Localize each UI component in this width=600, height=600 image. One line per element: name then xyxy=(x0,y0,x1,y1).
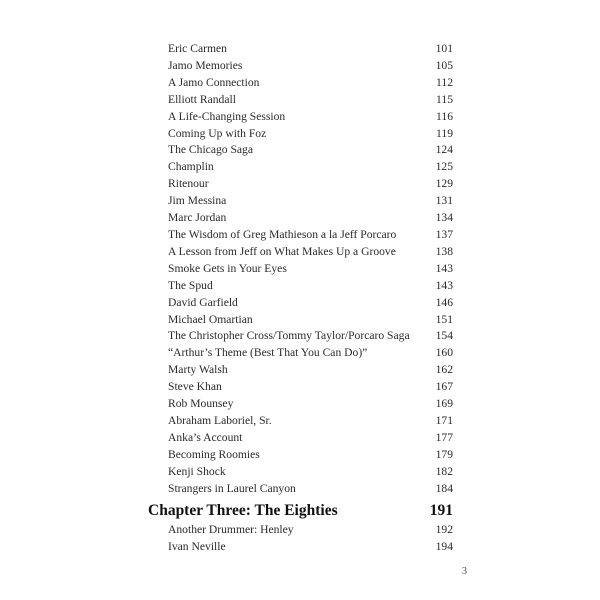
entry-title: Abraham Laboriel, Sr. xyxy=(168,413,272,427)
toc-entry xyxy=(168,159,453,176)
chapter-page: 191 xyxy=(429,502,453,520)
entry-title: “Arthur’s Theme (Best That You Can Do)” xyxy=(168,346,368,360)
entry-page: 169 xyxy=(435,397,453,411)
entry-page: 101 xyxy=(435,42,453,55)
entry-title: Ritenour xyxy=(168,177,209,191)
entry-title: Anka’s Account xyxy=(168,430,243,444)
entry-title: Smoke Gets in Your Eyes xyxy=(168,261,287,275)
entry-page: 125 xyxy=(435,160,453,174)
entry-page: 105 xyxy=(435,58,453,72)
entry-title: Jamo Memories xyxy=(168,58,243,72)
toc-entry xyxy=(168,413,453,430)
entry-title: The Chicago Saga xyxy=(168,143,253,157)
toc-entry xyxy=(168,244,453,261)
toc-entry xyxy=(168,379,453,396)
page-number: 3 xyxy=(462,566,467,577)
entry-page: 115 xyxy=(436,92,453,106)
entry-page: 124 xyxy=(435,143,453,157)
entry-title: Coming Up with Foz xyxy=(168,126,267,140)
toc-entry xyxy=(168,447,453,464)
entry-title: A Jamo Connection xyxy=(168,75,260,89)
toc-entry xyxy=(168,396,453,413)
toc-entry xyxy=(168,92,453,109)
toc-entry xyxy=(168,345,453,362)
entry-page: 177 xyxy=(435,430,453,444)
toc-entry xyxy=(168,481,453,498)
toc-entry xyxy=(168,328,453,345)
entry-page: 112 xyxy=(436,75,453,89)
toc-entry xyxy=(168,75,453,92)
toc-entry xyxy=(168,227,453,244)
entry-title: A Life-Changing Session xyxy=(168,109,286,123)
toc-entry xyxy=(168,210,453,227)
entry-page: 131 xyxy=(435,194,453,208)
entry-title: Another Drummer: Henley xyxy=(168,523,294,537)
entry-title: Strangers in Laurel Canyon xyxy=(168,481,296,495)
entry-title: Jim Messina xyxy=(168,194,227,208)
entry-page: 182 xyxy=(435,464,453,478)
entry-title: The Christopher Cross/Tommy Taylor/Porcaro Saga xyxy=(168,329,410,343)
toc-entry xyxy=(168,278,453,295)
entry-page: 179 xyxy=(435,447,453,461)
entry-page: 143 xyxy=(435,261,453,275)
entry-title: Steve Khan xyxy=(168,380,222,394)
section-entries xyxy=(168,41,453,497)
chapter-title: Chapter Three: The Eighties xyxy=(148,502,338,520)
entry-title: Ivan Neville xyxy=(168,540,226,554)
chapter-heading xyxy=(148,501,453,521)
toc-entry xyxy=(168,312,453,329)
entry-title: Elliott Randall xyxy=(168,92,236,106)
toc-entry xyxy=(168,41,453,58)
entry-title: Rob Mounsey xyxy=(168,397,234,411)
entry-page: 119 xyxy=(436,126,453,140)
entry-title: Kenji Shock xyxy=(168,464,226,478)
toc-entry xyxy=(168,522,453,539)
entry-title: Eric Carmen xyxy=(168,42,227,55)
entry-title: Marty Walsh xyxy=(168,363,228,377)
entry-title: Champlin xyxy=(168,160,214,174)
entry-title: Marc Jordan xyxy=(168,211,227,225)
entry-title: The Wisdom of Greg Mathieson a la Jeff Porcaro xyxy=(168,227,397,241)
toc-entry xyxy=(168,126,453,143)
entry-page: 146 xyxy=(435,295,453,309)
entry-page: 192 xyxy=(435,523,453,537)
entry-title: A Lesson from Jeff on What Makes Up a Groove xyxy=(168,244,396,258)
entry-page: 129 xyxy=(435,177,453,191)
entry-page: 138 xyxy=(435,244,453,258)
entry-page: 162 xyxy=(435,363,453,377)
toc-entry xyxy=(168,464,453,481)
toc-entry xyxy=(168,295,453,312)
toc-entry xyxy=(168,58,453,75)
entry-title: Michael Omartian xyxy=(168,312,253,326)
toc-entry xyxy=(168,193,453,210)
entry-page: 137 xyxy=(435,227,453,241)
entry-page: 134 xyxy=(435,211,453,225)
toc-entry xyxy=(168,261,453,278)
toc-entry xyxy=(168,109,453,126)
entry-title: Becoming Roomies xyxy=(168,447,260,461)
entry-page: 184 xyxy=(435,481,453,495)
entry-page: 143 xyxy=(435,278,453,292)
entry-page: 171 xyxy=(435,413,453,427)
entry-title: The Spud xyxy=(168,278,213,292)
section-entries xyxy=(168,522,453,556)
entry-page: 160 xyxy=(435,346,453,360)
entry-title: David Garfield xyxy=(168,295,238,309)
entry-page: 194 xyxy=(435,540,453,554)
toc-entry xyxy=(168,142,453,159)
toc-entry xyxy=(168,176,453,193)
entry-page: 116 xyxy=(436,109,453,123)
entry-page: 167 xyxy=(435,380,453,394)
table-of-contents xyxy=(148,41,453,556)
toc-entry xyxy=(168,539,453,556)
entry-page: 151 xyxy=(435,312,453,326)
entry-page: 154 xyxy=(435,329,453,343)
toc-entry xyxy=(168,362,453,379)
toc-entry xyxy=(168,430,453,447)
